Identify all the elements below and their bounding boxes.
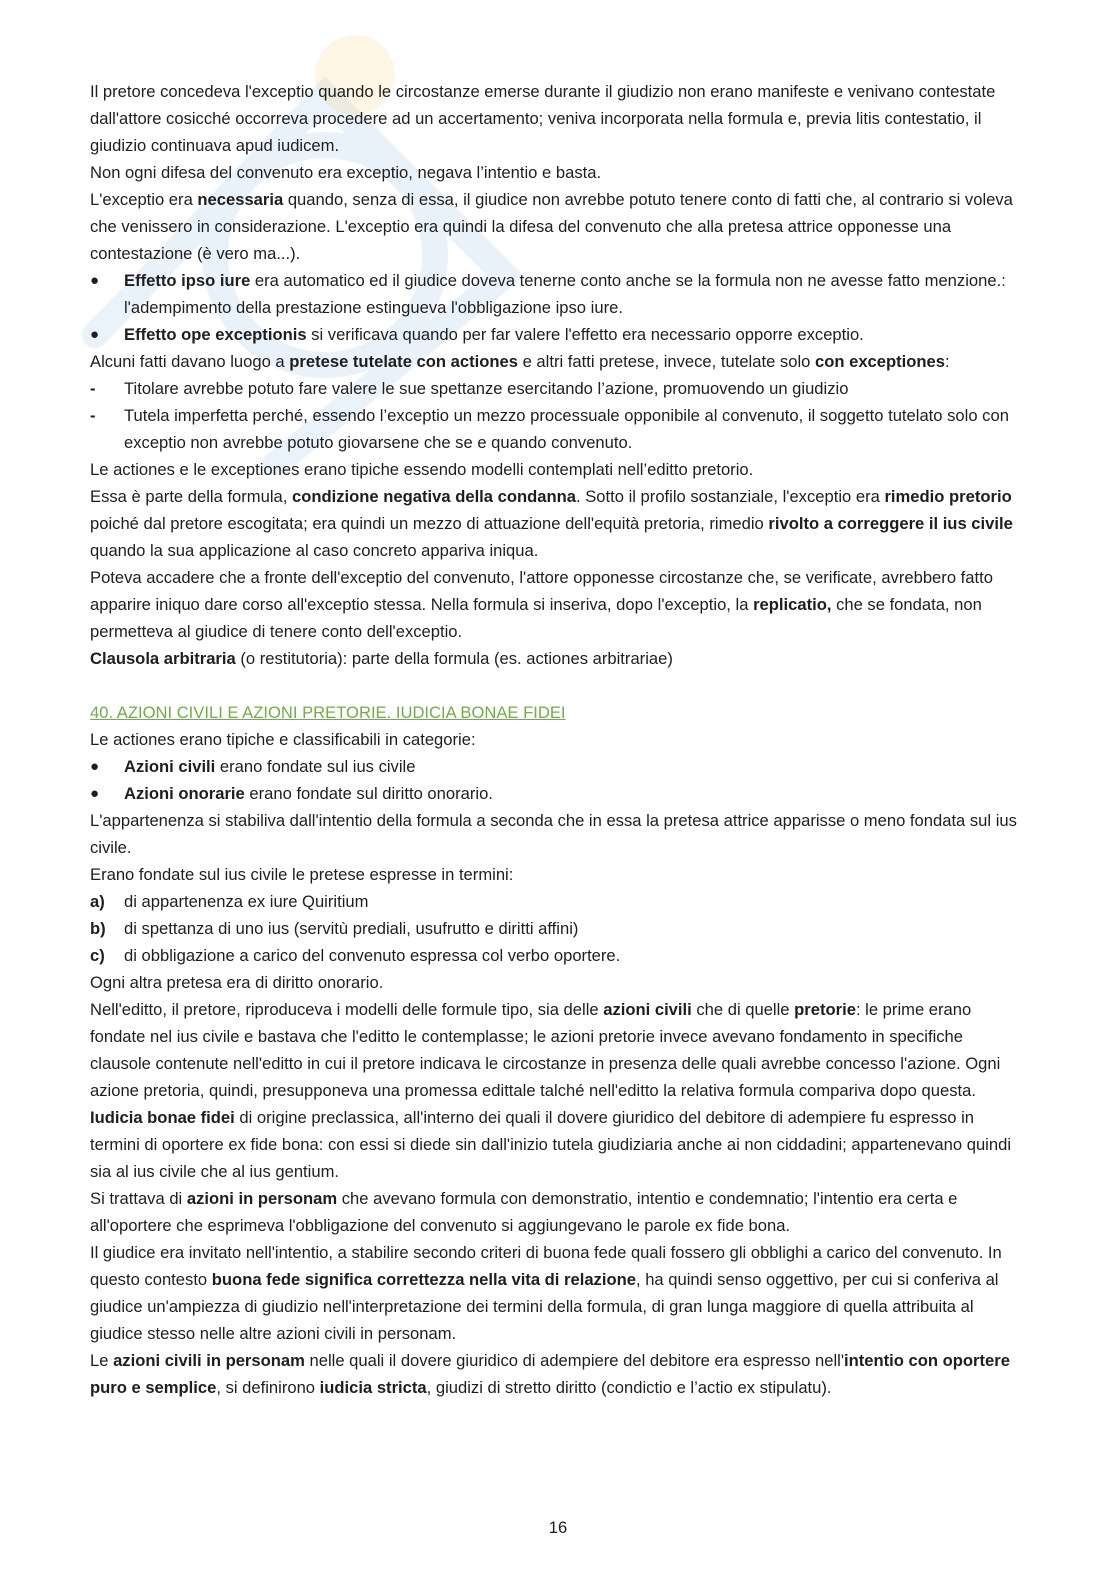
lettered-item: a) di appartenenza ex iure Quiritium	[90, 888, 1025, 915]
bullet-item: ● Azioni onorarie erano fondate sul diritto onorario.	[90, 780, 1025, 807]
list-marker: a)	[90, 892, 105, 911]
paragraph: Non ogni difesa del convenuto era exceptio, negava l’intentio e basta.	[90, 163, 602, 182]
list-marker: b)	[90, 919, 106, 938]
dash-marker: -	[90, 406, 96, 425]
bullet-marker: ●	[90, 785, 100, 802]
paragraph: Il pretore concedeva l'exceptio quando le circostanze emerse durante il giudizio non erano manifeste e venivano contestate dall'attore cosicché occorreva procedere ad un accertamento; veniva incorporata nella formula e, previa litis contestatio, il giudizio continuava apud iudicem.	[90, 82, 996, 155]
lettered-item: c) di obbligazione a carico del convenuto espressa col verbo oportere.	[90, 942, 1025, 969]
bold-term: necessaria	[197, 190, 284, 209]
paragraph: Essa è parte della formula, condizione negativa della condanna. Sotto il profilo sostanziale, l'exceptio era rimedio pretorio poiché dal pretore escogitata; era quindi un mezzo di attuazione dell'equità pretoria, rimedio rivolto a correggere il ius civile quando la sua applicazione al caso concreto appariva iniqua.	[90, 487, 1013, 560]
dash-marker: -	[90, 379, 96, 398]
dash-item: - Titolare avrebbe potuto fare valere le sue spettanze esercitando l’azione, promuovendo un giudizio	[90, 375, 1025, 402]
paragraph: Ogni altra pretesa era di diritto onorario.	[90, 973, 384, 992]
dash-item: - Tutela imperfetta perché, essendo l’exceptio un mezzo processuale opponibile al convenuto, il soggetto tutelato solo con exceptio non avrebbe potuto giovarsene che se e quando convenuto.	[90, 402, 1025, 456]
paragraph: L'appartenenza si stabiliva dall'intentio della formula a seconda che in essa la pretesa attrice apparisse o meno fondata sul ius civile.	[90, 811, 1017, 857]
page-number: 16	[548, 1518, 568, 1537]
paragraph: Iudicia bonae fidei di origine preclassica, all'interno dei quali il dovere giuridico del debitore di adempiere fu espresso in termini di oportere ex fide bona: con essi si diede sin dall'inizio tutela giudiziaria anche ai non ciddadini; appartenevano quindi sia al ius civile che al ius gentium.	[90, 1108, 1012, 1181]
paragraph: Le azioni civili in personam nelle quali il dovere giuridico di adempiere del debitore era espresso nell'intentio con oportere puro e semplice, si definirono iudicia stricta, giudizi di stretto diritto (condictio e l’actio ex stipulatu).	[90, 1351, 1010, 1397]
section-heading: 40. AZIONI CIVILI E AZIONI PRETORIE. IUDICIA BONAE FIDEI	[90, 703, 566, 722]
paragraph: Erano fondate sul ius civile le pretese espresse in termini:	[90, 865, 514, 884]
lettered-item: b) di spettanza di uno ius (servitù prediali, usufrutto e diritti affini)	[90, 915, 1025, 942]
paragraph: Alcuni fatti davano luogo a pretese tutelate con actiones e altri fatti pretese, invece, tutelate solo con exceptiones:	[90, 352, 950, 371]
paragraph: Clausola arbitraria (o restitutoria): parte della formula (es. actiones arbitrariae)	[90, 649, 673, 668]
list-marker: c)	[90, 946, 105, 965]
paragraph: Il giudice era invitato nell'intentio, a stabilire secondo criteri di buona fede quali fossero gli obblighi a carico del convenuto. In questo contesto buona fede significa correttezza nella vita di relazione, ha quindi senso oggettivo, per cui si conferiva al giudice un'ampiezza di giudizio nell'interpretazione dei termini della formula, di gran lunga maggiore di quella attribuita al giudice stesso nelle altre azioni civili in personam.	[90, 1243, 1002, 1343]
bullet-marker: ●	[90, 272, 100, 289]
bullet-item: ● Effetto ipso iure era automatico ed il giudice doveva tenerne conto anche se la formula non ne avesse fatto menzione.: l'adempimento della prestazione estingueva l'obbligazione ipso iure.	[90, 267, 1025, 321]
bullet-item: ● Effetto ope exceptionis si verificava quando per far valere l'effetto era necessario opporre exceptio.	[90, 321, 1025, 348]
paragraph: Le actiones e le exceptiones erano tipiche essendo modelli contemplati nell’editto pretorio.	[90, 460, 754, 479]
paragraph: Si trattava di azioni in personam che avevano formula con demonstratio, intentio e condemnatio; l'intentio era certa e all'oportere che esprimeva l'obbligazione del convenuto si aggiungevano le parole ex fide bona.	[90, 1189, 958, 1235]
document-page	[90, 78, 1025, 1401]
bullet-marker: ●	[90, 758, 100, 775]
paragraph: L'exceptio era necessaria quando, senza di essa, il giudice non avrebbe potuto tenere conto di fatti che, al contrario si voleva che venissero in considerazione. L'exceptio era quindi la difesa del convenuto che alla pretesa attrice opponesse una contestazione (è vero ma...).	[90, 190, 1013, 263]
paragraph: Poteva accadere che a fronte dell'exceptio del convenuto, l'attore opponesse circostanze che, se verificate, avrebbero fatto apparire iniquo dare corso all'exceptio stessa. Nella formula si inseriva, dopo l'exceptio, la replicatio, che se fondata, non permetteva al giudice di tenere conto dell'exceptio.	[90, 568, 993, 641]
bullet-item: ● Azioni civili erano fondate sul ius civile	[90, 753, 1025, 780]
bullet-marker: ●	[90, 326, 100, 343]
paragraph: Nell'editto, il pretore, riproduceva i modelli delle formule tipo, sia delle azioni civili che di quelle pretorie: le prime erano fondate nel ius civile e bastava che l'editto le contemplasse; le azioni pretorie invece avevano fondamento in specifiche clausole contenute nell'editto in cui il pretore indicava le circostanze in presenza delle quali avrebbe concesso l'azione. Ogni azione pretoria, quindi, presupponeva una promessa edittale talché nell'editto la relativa formula compariva dopo questa.	[90, 1000, 1001, 1100]
paragraph: Le actiones erano tipiche e classificabili in categorie:	[90, 730, 476, 749]
